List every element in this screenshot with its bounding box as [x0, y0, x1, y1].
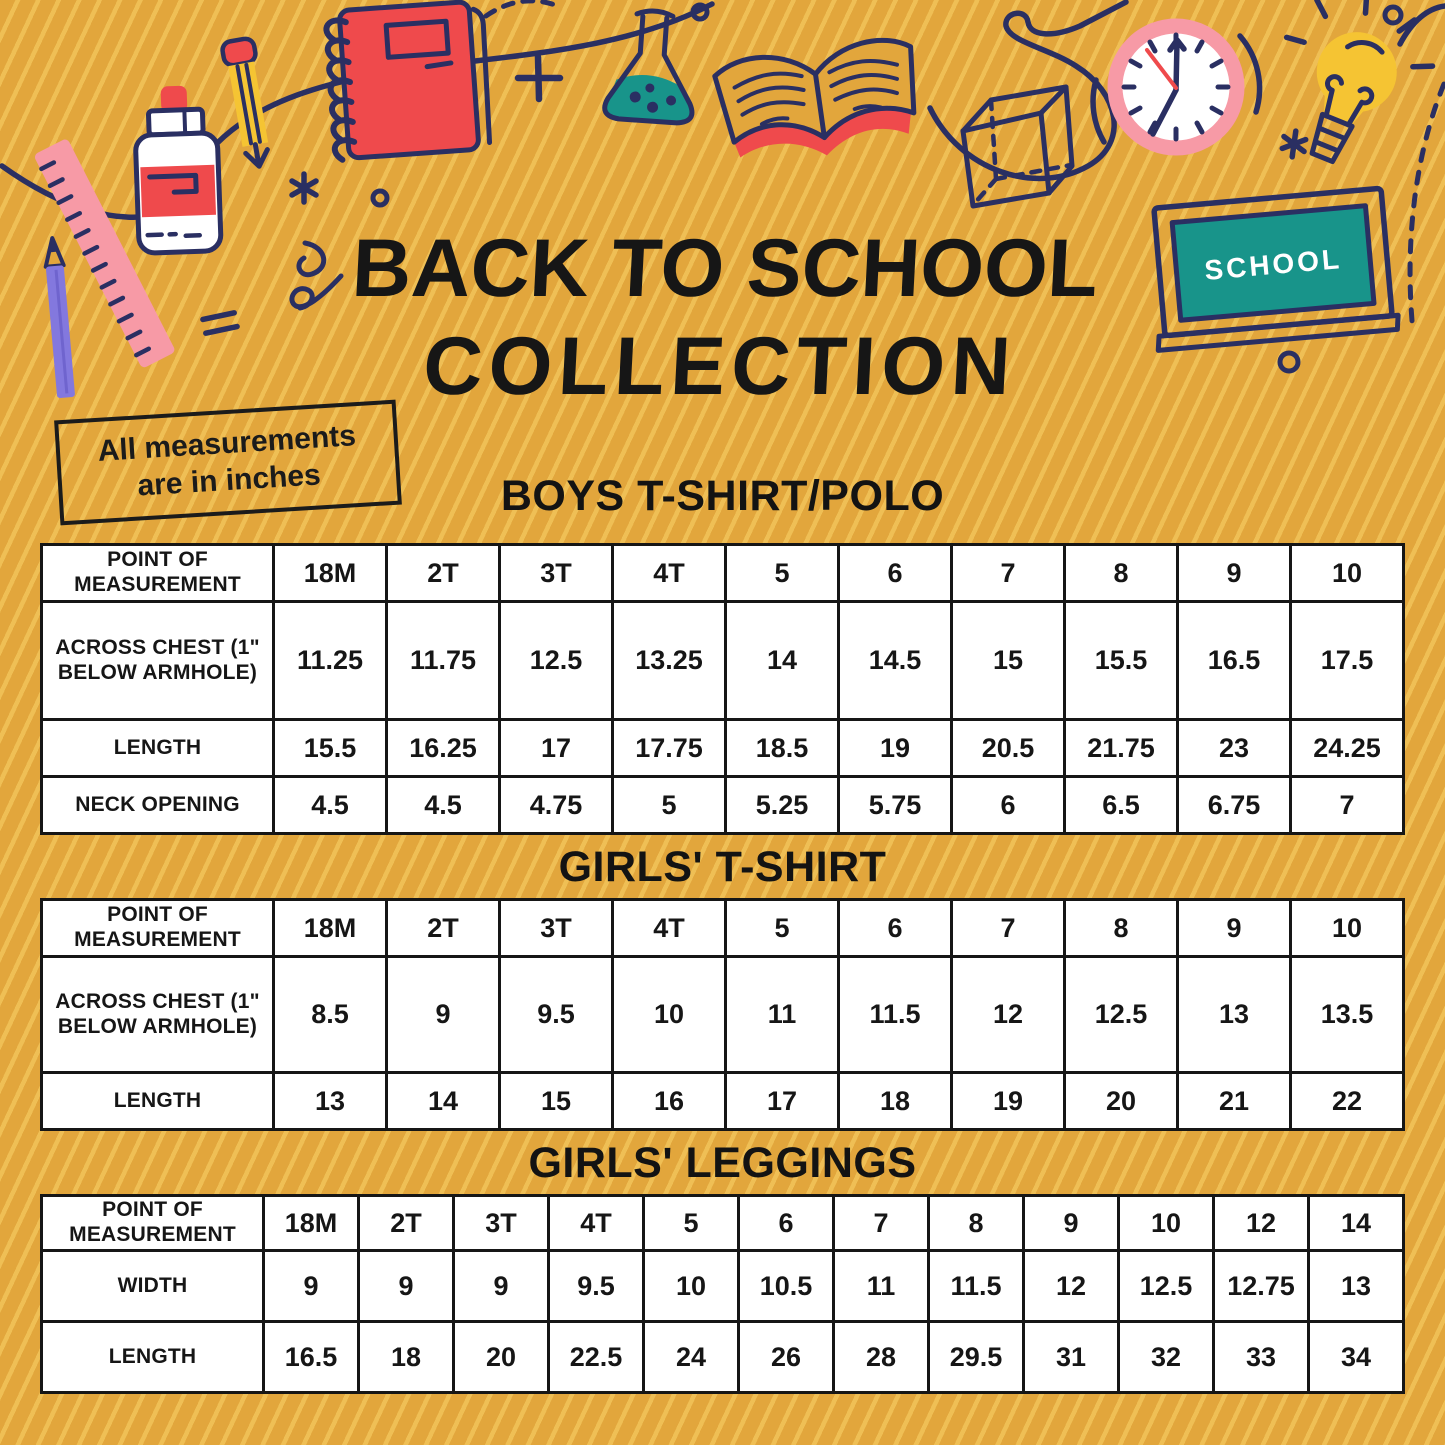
table-row [42, 545, 1404, 602]
value-cell: 11.75 [387, 602, 500, 720]
table-row [42, 602, 1404, 720]
value-cell: 11 [834, 1251, 929, 1322]
size-header-cell: 3T [500, 900, 613, 957]
value-cell: 13 [1178, 957, 1291, 1073]
table-row [42, 1322, 1404, 1393]
size-header-cell: 10 [1291, 900, 1404, 957]
size-header-cell: 8 [929, 1196, 1024, 1251]
size-header-cell: 8 [1065, 545, 1178, 602]
value-cell: 4.5 [274, 777, 387, 834]
page-title-line1: BACK TO SCHOOL [349, 223, 1101, 314]
row-label-cell: WIDTH [42, 1251, 264, 1322]
value-cell: 18.5 [726, 720, 839, 777]
value-cell: 21.75 [1065, 720, 1178, 777]
size-header-cell: 9 [1178, 900, 1291, 957]
value-cell: 15 [500, 1073, 613, 1130]
size-header-cell: 2T [359, 1196, 454, 1251]
value-cell: 12.5 [500, 602, 613, 720]
value-cell: 9.5 [500, 957, 613, 1073]
table-row [42, 720, 1404, 777]
value-cell: 16 [613, 1073, 726, 1130]
row-label-cell: LENGTH [42, 1322, 264, 1393]
value-cell: 11 [726, 957, 839, 1073]
row-label-cell: NECK OPENING [42, 777, 274, 834]
value-cell: 4.5 [387, 777, 500, 834]
size-header-cell: 2T [387, 545, 500, 602]
value-cell: 6 [952, 777, 1065, 834]
size-header-cell: 10 [1119, 1196, 1214, 1251]
size-header-cell: 5 [726, 900, 839, 957]
girls-tshirt-table [40, 898, 1405, 1131]
open-book-icon [713, 36, 924, 169]
size-header-cell: 5 [726, 545, 839, 602]
value-cell: 15.5 [1065, 602, 1178, 720]
value-cell: 17.75 [613, 720, 726, 777]
pencil-icon-yellow [221, 37, 275, 169]
table-row [42, 957, 1404, 1073]
size-header-cell: 18M [274, 900, 387, 957]
value-cell: 17 [500, 720, 613, 777]
value-cell: 16.5 [264, 1322, 359, 1393]
row-label-cell: LENGTH [42, 1073, 274, 1130]
value-cell: 20 [1065, 1073, 1178, 1130]
row-label-cell: ACROSS CHEST (1" BELOW ARMHOLE) [42, 602, 274, 720]
size-header-cell: 3T [454, 1196, 549, 1251]
size-header-cell: 18M [274, 545, 387, 602]
value-cell: 16.25 [387, 720, 500, 777]
value-cell: 6.75 [1178, 777, 1291, 834]
value-cell: 18 [839, 1073, 952, 1130]
circle-doodle [1385, 7, 1401, 23]
size-header-cell: 9 [1178, 545, 1291, 602]
asterisk-icon [1281, 130, 1306, 159]
flask-icon [604, 8, 699, 124]
size-header-cell: 7 [952, 545, 1065, 602]
value-cell: 16.5 [1178, 602, 1291, 720]
value-cell: 15.5 [274, 720, 387, 777]
value-cell: 19 [952, 1073, 1065, 1130]
size-header-cell: 6 [839, 545, 952, 602]
row-label-cell: POINT OF MEASUREMENT [42, 545, 274, 602]
size-header-cell: 4T [549, 1196, 644, 1251]
value-cell: 17.5 [1291, 602, 1404, 720]
section-title-girls-tshirt: GIRLS' T-SHIRT [558, 843, 887, 891]
value-cell: 12.5 [1065, 957, 1178, 1073]
value-cell: 28 [834, 1322, 929, 1393]
row-label-cell: ACROSS CHEST (1" BELOW ARMHOLE) [42, 957, 274, 1073]
value-cell: 31 [1024, 1322, 1119, 1393]
size-header-cell: 4T [613, 545, 726, 602]
value-cell: 12 [1024, 1251, 1119, 1322]
value-cell: 9.5 [549, 1251, 644, 1322]
plus-icon [518, 57, 560, 99]
value-cell: 9 [264, 1251, 359, 1322]
value-cell: 5 [613, 777, 726, 834]
value-cell: 20 [454, 1322, 549, 1393]
value-cell: 9 [454, 1251, 549, 1322]
value-cell: 9 [359, 1251, 454, 1322]
notebook-icon [325, 1, 492, 161]
value-cell: 14.5 [839, 602, 952, 720]
value-cell: 21 [1178, 1073, 1291, 1130]
size-header-cell: 5 [644, 1196, 739, 1251]
table-row [42, 777, 1404, 834]
section-title-boys-tshirt-polo: BOYS T-SHIRT/POLO [500, 472, 945, 520]
value-cell: 20.5 [952, 720, 1065, 777]
size-header-cell: 7 [952, 900, 1065, 957]
value-cell: 12.5 [1119, 1251, 1214, 1322]
measurement-note-line2: are in inches [136, 457, 322, 503]
value-cell: 11.5 [839, 957, 952, 1073]
size-header-cell: 4T [613, 900, 726, 957]
value-cell: 24 [644, 1322, 739, 1393]
value-cell: 9 [387, 957, 500, 1073]
row-label-cell: LENGTH [42, 720, 274, 777]
section-title-girls-leggings: GIRLS' LEGGINGS [528, 1139, 917, 1187]
girls-leggings-table [40, 1194, 1405, 1394]
size-header-cell: 12 [1214, 1196, 1309, 1251]
dashed-arc-top [486, 1, 558, 16]
value-cell: 12.75 [1214, 1251, 1309, 1322]
value-cell: 33 [1214, 1322, 1309, 1393]
size-header-cell: 10 [1291, 545, 1404, 602]
size-header-cell: 18M [264, 1196, 359, 1251]
cube-icon [963, 87, 1072, 206]
value-cell: 11.25 [274, 602, 387, 720]
size-header-cell: 6 [839, 900, 952, 957]
value-cell: 18 [359, 1322, 454, 1393]
table-row [42, 1251, 1404, 1322]
value-cell: 26 [739, 1322, 834, 1393]
value-cell: 13.5 [1291, 957, 1404, 1073]
size-header-cell: 7 [834, 1196, 929, 1251]
clock-icon [1093, 26, 1260, 148]
value-cell: 11.5 [929, 1251, 1024, 1322]
measurement-note-line1: All measurements [96, 419, 357, 468]
value-cell: 4.75 [500, 777, 613, 834]
size-header-cell: 2T [387, 900, 500, 957]
page-title-line2: COLLECTION [421, 321, 1019, 413]
size-header-cell: 14 [1309, 1196, 1404, 1251]
value-cell: 13.25 [613, 602, 726, 720]
table-row [42, 1196, 1404, 1251]
value-cell: 29.5 [929, 1322, 1024, 1393]
row-label-cell: POINT OF MEASUREMENT [42, 900, 274, 957]
value-cell: 5.75 [839, 777, 952, 834]
circle-doodle [373, 191, 387, 205]
value-cell: 13 [1309, 1251, 1404, 1322]
value-cell: 17 [726, 1073, 839, 1130]
size-header-cell: 8 [1065, 900, 1178, 957]
size-header-cell: 6 [739, 1196, 834, 1251]
value-cell: 15 [952, 602, 1065, 720]
value-cell: 14 [726, 602, 839, 720]
value-cell: 10 [644, 1251, 739, 1322]
value-cell: 34 [1309, 1322, 1404, 1393]
boys-tshirt-polo-table [40, 543, 1405, 835]
value-cell: 14 [387, 1073, 500, 1130]
size-header-cell: 9 [1024, 1196, 1119, 1251]
value-cell: 8.5 [274, 957, 387, 1073]
table-row [42, 900, 1404, 957]
row-label-cell: POINT OF MEASUREMENT [42, 1196, 264, 1251]
table-row [42, 1073, 1404, 1130]
value-cell: 12 [952, 957, 1065, 1073]
value-cell: 7 [1291, 777, 1404, 834]
value-cell: 32 [1119, 1322, 1214, 1393]
asterisk-icon [292, 174, 316, 202]
chalkboard-text: SCHOOL [1203, 243, 1344, 286]
size-header-cell: 3T [500, 545, 613, 602]
value-cell: 6.5 [1065, 777, 1178, 834]
value-cell: 23 [1178, 720, 1291, 777]
value-cell: 22.5 [549, 1322, 644, 1393]
page-title [0, 220, 1445, 417]
value-cell: 5.25 [726, 777, 839, 834]
value-cell: 10.5 [739, 1251, 834, 1322]
value-cell: 19 [839, 720, 952, 777]
lightbulb-icon [1250, 0, 1445, 183]
value-cell: 13 [274, 1073, 387, 1130]
value-cell: 10 [613, 957, 726, 1073]
value-cell: 22 [1291, 1073, 1404, 1130]
value-cell: 24.25 [1291, 720, 1404, 777]
